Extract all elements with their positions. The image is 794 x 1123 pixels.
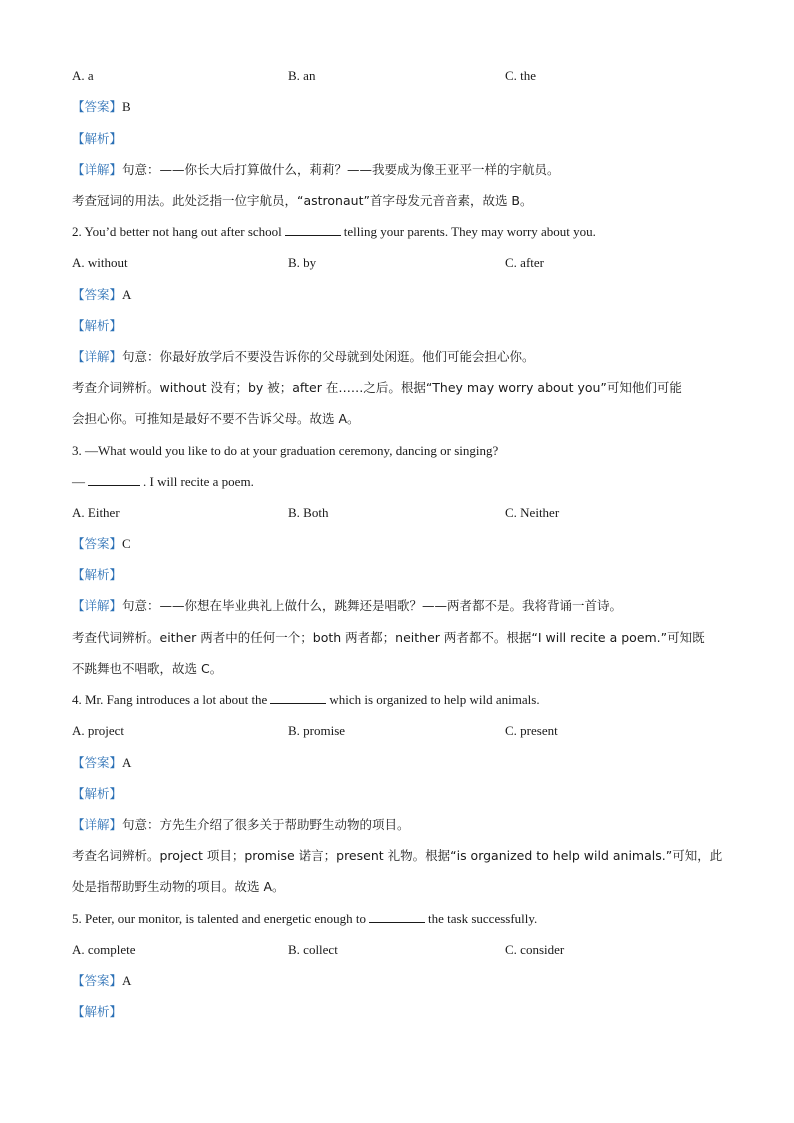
q3-stem-2 xyxy=(72,473,732,491)
q5-option-c: C. consider xyxy=(505,942,565,957)
q2-stem-end: telling your parents. They may worry about you. xyxy=(343,224,596,239)
q4-explanation-2: 处是指帮助野生动物的项目。故选 A。 xyxy=(72,879,285,894)
q4-stem-end: which is organized to help wild animals. xyxy=(329,692,540,707)
q3-stem-1: 3. —What would you like to do at your graduation ceremony, dancing or singing? xyxy=(72,443,499,458)
q1-explanation: 考查冠词的用法。此处泛指一位宇航员，“astronaut”首字母发元音音素，故选 B。 xyxy=(72,193,533,208)
q3-answer: C xyxy=(122,536,131,551)
q4-option-c: C. present xyxy=(505,723,558,738)
detail-tag: 【详解】 xyxy=(72,817,123,832)
q2-detail-line xyxy=(72,348,732,366)
q5-answer-line xyxy=(72,972,732,990)
q1-analysis-line xyxy=(72,130,732,148)
q4-analysis-line xyxy=(72,785,732,803)
q5-analysis-line xyxy=(72,1003,732,1021)
q1-answer-line xyxy=(72,98,732,116)
q2-option-c: C. after xyxy=(505,255,544,270)
detail-tag: 【详解】 xyxy=(72,598,123,613)
q2-detail: 句意：你最好放学后不要没告诉你的父母就到处闲逛。他们可能会担心你。 xyxy=(122,349,535,364)
q3-stem-end: . I will recite a poem. xyxy=(143,474,254,489)
analysis-tag: 【解析】 xyxy=(72,131,123,146)
q2-analysis-line xyxy=(72,317,732,335)
q5-stem-start: 5. Peter, our monitor, is talented and energetic enough to xyxy=(72,911,367,926)
q1-option-b: B. an xyxy=(288,68,316,83)
q3-blank xyxy=(88,473,140,486)
analysis-tag: 【解析】 xyxy=(72,318,123,333)
q3-detail: 句意：——你想在毕业典礼上做什么，跳舞还是唱歌？——两者都不是。我将背诵一首诗。 xyxy=(122,598,623,613)
q3-answer-line xyxy=(72,535,732,553)
q3-analysis-line xyxy=(72,566,732,584)
q4-stem-start: 4. Mr. Fang introduces a lot about the xyxy=(72,692,268,707)
q4-option-a: A. project xyxy=(72,723,124,738)
q2-explanation-2: 会担心你。可推知是最好不要不告诉父母。故选 A。 xyxy=(72,411,360,426)
q4-answer-line xyxy=(72,754,732,772)
q3-detail-line xyxy=(72,597,732,615)
analysis-tag: 【解析】 xyxy=(72,1004,123,1019)
q5-option-b: B. collect xyxy=(288,942,338,957)
q2-answer-line xyxy=(72,286,732,304)
q1-detail: 句意：——你长大后打算做什么，莉莉？——我要成为像王亚平一样的宇航员。 xyxy=(122,162,560,177)
analysis-tag: 【解析】 xyxy=(72,786,123,801)
q1-answer: B xyxy=(122,99,131,114)
analysis-tag: 【解析】 xyxy=(72,567,123,582)
answer-tag: 【答案】 xyxy=(72,973,123,988)
q4-detail: 句意：方先生介绍了很多关于帮助野生动物的项目。 xyxy=(122,817,410,832)
answer-tag: 【答案】 xyxy=(72,99,123,114)
q5-option-a: A. complete xyxy=(72,942,136,957)
q2-answer: A xyxy=(122,287,132,302)
detail-tag: 【详解】 xyxy=(72,349,123,364)
q1-option-a: A. a xyxy=(72,68,94,83)
q5-stem-end: the task successfully. xyxy=(428,911,538,926)
q2-stem-start: 2. You’d better not hang out after school xyxy=(72,224,282,239)
q4-detail-line xyxy=(72,816,732,834)
q5-stem xyxy=(72,910,732,928)
q2-stem xyxy=(72,223,732,241)
answer-tag: 【答案】 xyxy=(72,536,123,551)
q1-detail-line xyxy=(72,161,732,179)
q2-blank xyxy=(285,223,341,236)
q3-option-c: C. Neither xyxy=(505,505,560,520)
q4-answer: A xyxy=(122,755,132,770)
q3-explanation-1: 考查代词辨析。either 两者中的任何一个；both 两者都；neither 两者都不。根据“I will recite a poem.”可知既 xyxy=(72,630,705,645)
q3-option-b: B. Both xyxy=(288,505,329,520)
q4-blank xyxy=(270,691,326,704)
answer-tag: 【答案】 xyxy=(72,287,123,302)
q4-explanation-1: 考查名词辨析。project 项目；promise 诺言；present 礼物。根据“is organized to help wild animals.”可知，此 xyxy=(72,848,723,863)
q3-dash: — xyxy=(72,474,85,489)
q5-answer: A xyxy=(122,973,132,988)
q4-stem xyxy=(72,691,732,709)
q2-option-b: B. by xyxy=(288,255,317,270)
answer-tag: 【答案】 xyxy=(72,755,123,770)
q1-option-c: C. the xyxy=(505,68,537,83)
detail-tag: 【详解】 xyxy=(72,162,123,177)
q5-blank xyxy=(369,910,425,923)
q2-explanation-1: 考查介词辨析。without 没有；by 被；after 在……之后。根据“They may worry about you”可知他们可能 xyxy=(72,380,682,395)
q3-explanation-2: 不跳舞也不唱歌，故选 C。 xyxy=(72,661,223,676)
q2-option-a: A. without xyxy=(72,255,128,270)
q4-option-b: B. promise xyxy=(288,723,346,738)
q3-option-a: A. Either xyxy=(72,505,120,520)
